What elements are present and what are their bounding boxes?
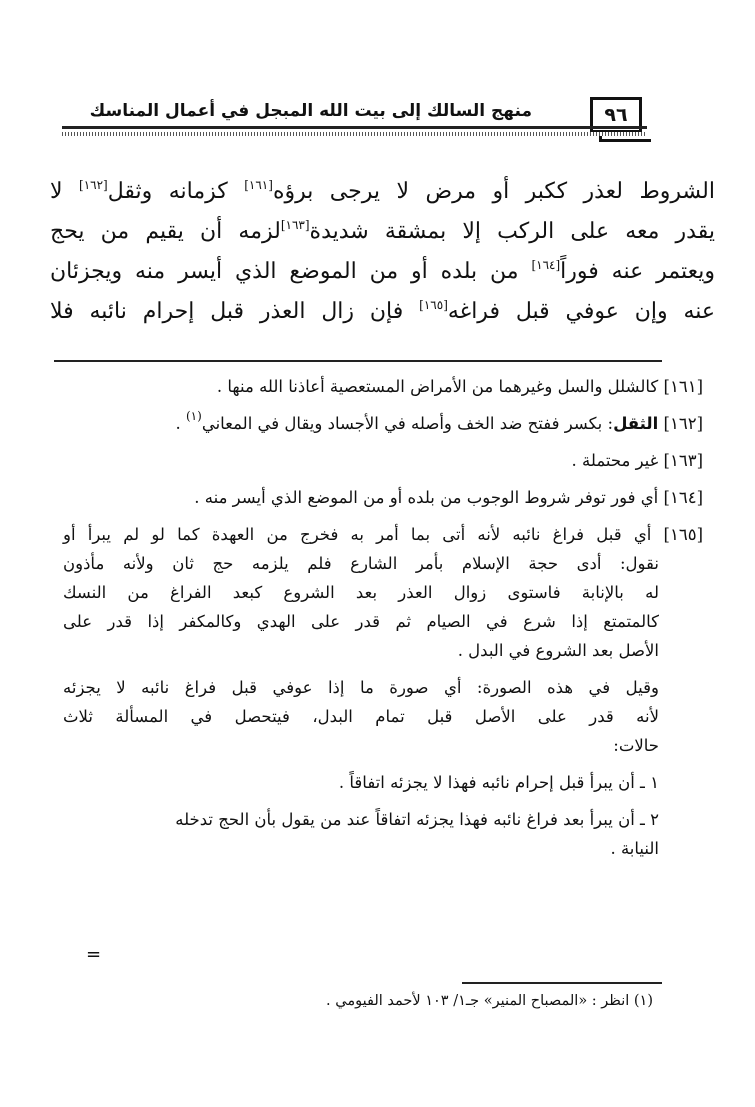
footnote-separator	[462, 982, 662, 984]
note-165-continuation: وقيل في هذه الصورة: أي صورة ما إذا عوفي قبل فراغ نائبه لا يجزئه لأنه قدر على الأصل قبل تمام البدل، فيتحصل في المسألة ثلاث حالات:	[63, 678, 659, 755]
header-rule	[62, 126, 647, 129]
note-ref: [١٦١]	[244, 178, 273, 192]
main-line-2: يقدر معه على الركب إلا بمشقة شديدة[١٦٣]لزمه أن يقيم من يحج	[50, 218, 715, 244]
case-2: ٢ ـ أن يبرأ بعد فراغ نائبه فهذا يجزئه اتفاقاً عند من يقول بأن الحج تدخله النيابة .	[175, 810, 659, 858]
running-header-title: منهج السالك إلى بيت الله المبجل في أعمال المناسك	[89, 101, 532, 121]
note-165: [١٦٥] أي قبل فراغ نائبه لأنه أتى بما أمر به فخرج من العهدة كما لو لم يبرأ أو نقول: أدى حجة الإسلام بأمر الشارع فلم يلزمه حج ثان ولأنه مأذون له بالإنابة فاستوى زوال العذر بعد الشروع كبعد الفراغ من النسك كالمتمتع إذا شرع في الصيام ثم قدر على الهدي وكالمكفر إذا قدر على الأصل بعد الشروع في البدل .	[63, 525, 703, 660]
main-line-4: عنه وإن عوفي قبل فراغه[١٦٥] فإن زال العذر قبل إحرام نائبه فلا	[50, 298, 716, 324]
note-ref: [١٦٤]	[531, 258, 561, 272]
main-line-3: ويعتمر عنه فوراً[١٦٤] من بلده أو من الموضع الذي أيسر منه ويجزئان	[50, 258, 715, 284]
continuation-mark: =	[86, 944, 102, 965]
main-text	[50, 172, 715, 332]
note-ref: [١٦٣]	[280, 218, 310, 232]
page-number: ٩٦	[590, 97, 642, 133]
footnote-ref: (١)	[185, 409, 202, 423]
notes-separator	[54, 360, 662, 362]
note-161: [١٦١] كالشلل والسل وغيرهما من الأمراض المستعصية أعاذنا الله منها .	[216, 377, 703, 396]
note-162: [١٦٢] الثقل: بكسر ففتح ضد الخف وأصله في الأجساد ويقال في المعاني$^{(١)}$ .	[175, 409, 703, 433]
note-ref: [١٦٥]	[419, 298, 448, 312]
main-line-1: الشروط لعذر ككبر أو مرض لا يرجى برؤه[١٦١] كزمانه وثقل[١٦٢] لا	[50, 178, 715, 204]
note-163: [١٦٣] غير محتملة .	[571, 451, 703, 470]
commentary-notes	[63, 372, 703, 871]
bottom-footnote: (١) انظر : «المصباح المنير» جـ١/ ١٠٣ لأحمد الفيومي .	[326, 993, 653, 1009]
header-hatch-rule	[62, 132, 647, 136]
case-1: ١ ـ أن يبرأ قبل إحرام نائبه فهذا لا يجزئه اتفاقاً .	[338, 773, 659, 792]
note-ref: [١٦٢]	[79, 178, 108, 192]
note-164: [١٦٤] أي فور توفر شروط الوجوب من بلده أو من الموضع الذي أيسر منه .	[194, 488, 703, 507]
